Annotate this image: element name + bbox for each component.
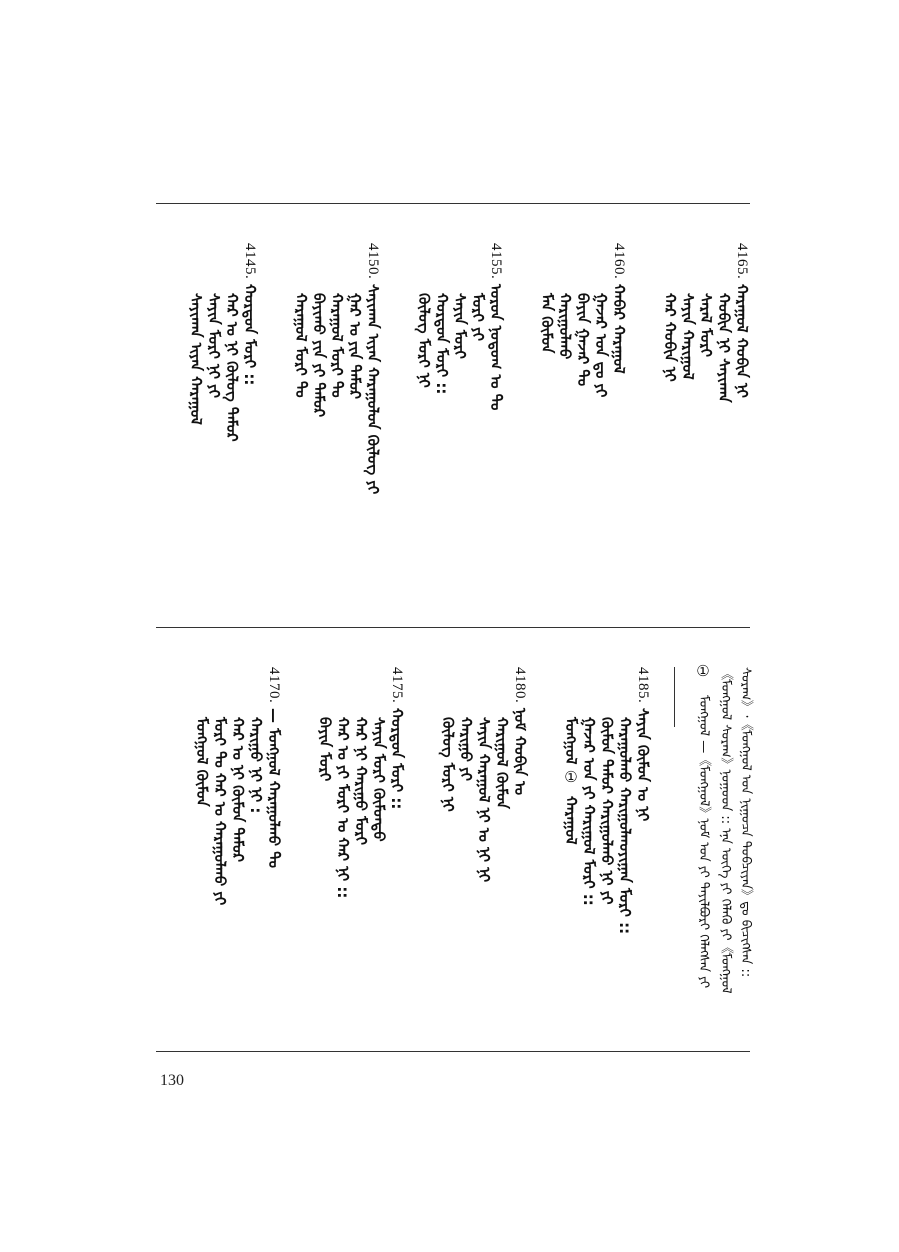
verse-line: 4150.ᠰᠠᠶᠢᠬᠠᠨ ᠢᠶᠡᠨ ᠬᠠᠷᠠᠭᠤᠯᠤᠨ ᠬᠦᠯᠦᠭ ᠶᠢ <box>364 243 382 495</box>
footnote-reference: ① <box>562 768 580 787</box>
footnote-separator <box>674 667 675 727</box>
verse-line: ᠬᠠᠷᠢᠭᠤ ᠶᠢ <box>457 717 475 781</box>
verse-line: ᠬᠦᠯᠦᠭ ᠮᠣᠷᠢ ᠨᠢ <box>439 717 457 812</box>
verse-line: 4155.ᠣᠷᠣᠨ ᠨᠤᠲᠤᠭ ᠤ ᠲᠤ <box>487 243 505 411</box>
verse-line: ᠬᠠᠷ ᠬᠤᠪᠢᠨ ᠨᠢ <box>661 293 679 382</box>
verse-line: ᠬᠠᠷ ᠤ ᠶᠢ ᠮᠣᠷᠢ ᠤ ᠬᠠᠷ ᠨᠢ :: <box>334 717 352 899</box>
page-number: 130 <box>160 1072 184 1089</box>
verse-line: ᠰᠠᠶᠢᠨ ᠮᠣᠷᠢ <box>451 293 469 359</box>
verse-line: ᠬᠠᠷᠢᠭᠤᠯ ᠬᠦᠮᠦᠨ <box>493 717 511 809</box>
verse-line: ᠪᠠᠶᠢᠨ ᠭᠠᠵᠠᠷ ᠲᠤ <box>574 293 592 387</box>
verse-line: ᠬᠠᠷᠢᠭᠤᠯᠬᠤ <box>556 293 574 360</box>
verse-line: ᠬᠠᠷ ᠨᠢ ᠬᠠᠷᠢᠭᠤ ᠮᠣᠷᠢ <box>352 717 370 846</box>
verse-line: ᠮᠤᠩᠭᠤᠯ ᠬᠦᠮᠦᠨ <box>193 717 211 807</box>
verse-line: 4145.ᠬᠤᠷᠳᠤᠨ ᠮᠣᠷᠢ :: <box>241 243 259 386</box>
verse-line: ᠬᠤᠪᠢᠨ ᠨᠢ ᠰᠠᠶᠢᠬᠠᠨ <box>715 293 733 403</box>
verse-line: ᠰᠠᠶᠢᠨ ᠬᠠᠷᠢᠭᠤᠯ <box>679 293 697 380</box>
verse-line: 4170.— ᠮᠤᠩᠭᠤᠯ ᠬᠠᠷᠠᠭᠤᠯᠬᠤ ᠲᠤ <box>265 667 283 869</box>
verse-line: ᠰᠠᠶᠢᠨ ᠮᠣᠷᠢ ᠬᠦᠮᠦᠨᠳᠤ <box>370 717 388 842</box>
footnote-line: ①ᠮᠤᠩᠭᠤᠯ —《ᠮᠤᠩᠭᠤᠯ》ᠨᠣᠮ ᠤᠨ ᠶᠢ ᠲᠠᠶᠢᠯᠪᠤᠷᠢ ᠬᠡᠯᠡᠭᠰᠡᠨ ᠶᠢ <box>694 662 712 988</box>
verse-line: ᠬᠤᠷᠳᠤᠨ ᠮᠣᠷᠢ :: <box>433 293 451 395</box>
verse-line: ᠬᠦᠮᠦᠨ ᠲᠡᠮᠦᠷ ᠬᠠᠷᠢᠭᠤᠯᠬᠤ ᠨᠢ ᠶᠢ <box>598 717 616 905</box>
bottom-rule <box>156 1051 750 1052</box>
verse-line: ᠬᠠᠷ ᠤ ᠨᠢ ᠬᠦᠯᠦᠭ ᠲᠡᠮᠦᠷ <box>223 293 241 442</box>
verse-line: 4180.ᠨᠣᠮ ᠬᠤᠪᠢᠨ ᠤ <box>511 667 529 796</box>
verse-line: ᠬᠠᠷᠠᠭᠤᠯ ᠮᠣᠷᠢ ᠲᠤ <box>292 293 310 398</box>
verse-line: 4175.ᠬᠤᠷᠳᠤᠨ ᠮᠣᠷᠢ :: <box>388 667 406 810</box>
footnote-marker: ① <box>694 662 712 681</box>
verse-line: ᠬᠠᠷᠠᠭᠤᠯᠬᠤ ᠬᠠᠷᠢᠭᠤᠯᠬᠤᠶᠢᠭᠠᠨ ᠮᠣᠷᠢ :: <box>616 717 634 935</box>
verse-line: ᠮᠤᠩᠭᠤᠯ①ᠬᠠᠷᠠᠭᠤᠯ <box>562 717 580 845</box>
verse-line: 4165.ᠬᠠᠷᠠᠭᠤᠯ ᠬᠤᠪᠢᠨ ᠨᠢ <box>733 243 751 399</box>
verse-line: ᠮᠠᠨ ᠬᠦᠮᠦᠨ <box>538 293 556 354</box>
verse-line: 4185.ᠰᠠᠶᠢᠨ ᠬᠦᠮᠦᠨ ᠤ ᠨᠢ <box>634 667 652 822</box>
verse-line: ᠬᠠᠷᠠᠭᠤᠯ ᠮᠣᠷᠢ ᠲᠤ <box>328 293 346 398</box>
middle-rule <box>156 627 750 628</box>
verse-line: ᠰᠠᠶᠢᠨ ᠬᠠᠷᠠᠭᠤᠯ ᠨᠢ ᠤ ᠨᠢ ᠨᠢ <box>475 717 493 883</box>
verse-line: ᠭᠠᠷ ᠤ ᠶᠢᠨ ᠲᠡᠮᠦᠷ <box>346 293 364 400</box>
footnote-line: 《ᠮᠤᠩᠭᠤᠯ ᠰᠤᠷᠠᠭ》ᠨᠤᠭᠤᠳ :: ᠡᠨᠡ ᠦᠭᠡ ᠶᠢ ᠬᠡᠯᠡᠬᠦ ᠶᠢ《ᠮᠤᠩᠭᠤᠯ <box>718 667 733 994</box>
top-rule <box>156 203 750 204</box>
verse-line: ᠭᠠᠵᠠᠷ ᠤᠨ ᠶᠢ ᠬᠠᠷᠢᠭᠤᠯ ᠮᠣᠷᠢ :: <box>580 717 598 906</box>
verse-line: ᠰᠠᠷᠠᠯ ᠮᠤᠷᠢ <box>697 293 715 358</box>
verse-line: ᠰᠠᠶᠢᠬᠠᠨ ᠢᠶᠡᠨ ᠬᠠᠷᠠᠭᠤᠯ <box>187 293 205 425</box>
verse-line: ᠬᠠᠷ ᠤ ᠨᠢ ᠬᠦᠮᠦᠨ ᠲᠡᠮᠦᠷ <box>229 717 247 862</box>
verse-line: ᠬᠠᠷᠢᠭᠤ ᠨᠢ ᠨᠢ : <box>247 717 265 814</box>
verse-line: ᠬᠦᠯᠦᠭ ᠮᠣᠷᠢ ᠨᠢ <box>415 293 433 388</box>
footnote-line: ᠰᠤᠷᠠᠭ》᠂《ᠮᠤᠩᠭᠤᠯ ᠤᠨ ᠨᠢᠭᠤᠴᠠ ᠲᠣᠪᠴᠢᠶᠠᠨ》ᠳᠤ ᠪᠢᠴᠢᠭᠰᠡᠨ :: <box>738 667 753 978</box>
verse-line: ᠮᠣᠷᠢ ᠲᠤ ᠬᠠᠷ ᠤ ᠬᠠᠷᠠᠭᠤᠯᠬᠤ ᠶᠢ <box>211 717 229 906</box>
verse-line: ᠭᠠᠵᠠᠷ ᠤᠨ ᠳᠤ ᠶᠢ <box>592 293 610 398</box>
verse-line: ᠰᠠᠶᠢᠨ ᠮᠣᠷᠢ ᠨᠢ ᠶᠢ <box>205 293 223 399</box>
verse-line: ᠪᠠᠶᠢᠬᠤ ᠶᠢᠨ ᠶᠢ ᠲᠡᠮᠦᠷ <box>310 293 328 418</box>
verse-line: 4160.ᠬᠠᠪᠠᠷ ᠬᠠᠷᠠᠭᠤᠯ <box>610 243 628 374</box>
verse-line: ᠪᠠᠶᠢᠨ ᠮᠣᠷᠢ <box>316 717 334 782</box>
verse-line: ᠮᠤᠷᠢ ᠶᠢ <box>469 293 487 341</box>
